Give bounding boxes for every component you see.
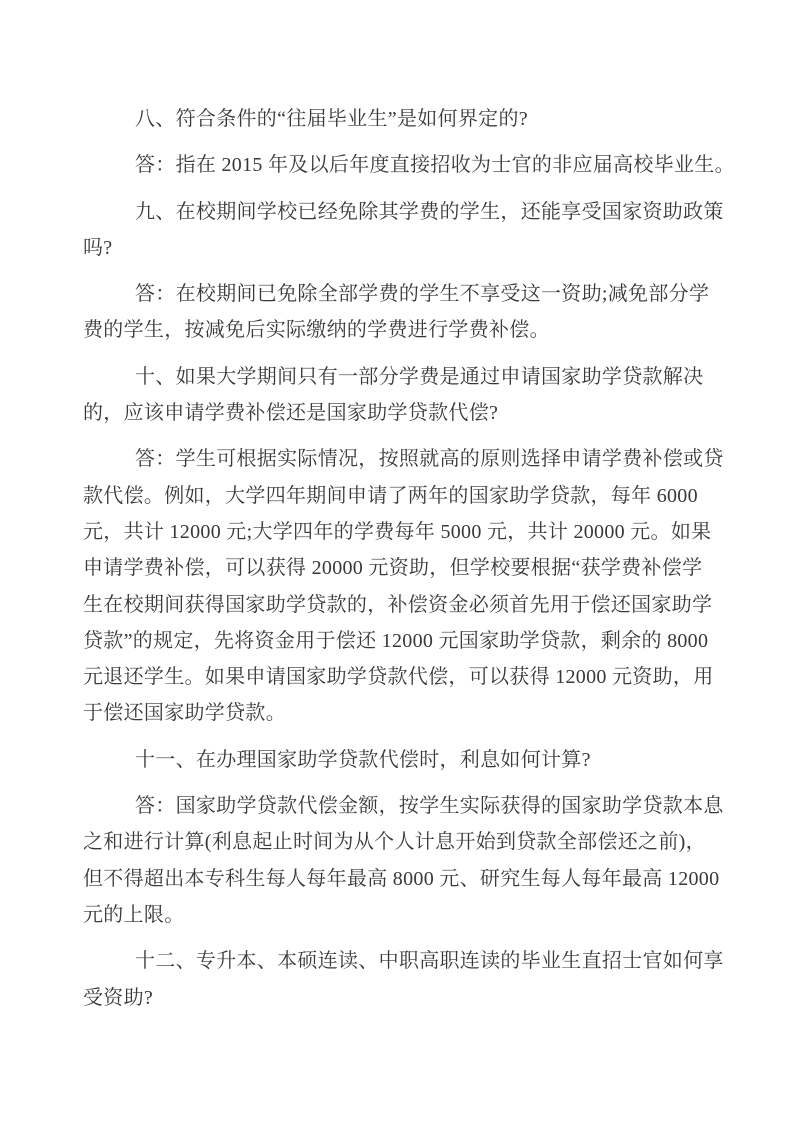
text-line: 吗?: [83, 236, 113, 259]
text-line: 受资助?: [83, 986, 154, 1009]
question-paragraph: [83, 101, 697, 137]
text-line: 于偿还国家助学贷款。: [83, 702, 286, 725]
document-body: [83, 101, 735, 1026]
text-line: 九、在校期间学校已经免除其学费的学生，还能享受国家资助政策: [135, 200, 724, 223]
answer-paragraph: [83, 788, 724, 933]
text-line: 元的上限。: [83, 903, 185, 926]
text-line: 之和进行计算(利息起止时间为从个人计息开始到贷款全部偿还之前)，: [83, 831, 706, 854]
text-line: 申请学费补偿，可以获得 20000 元资助，但学校要根据“获学费补偿学: [83, 557, 703, 580]
text-line: 十一、在办理国家助学贷款代偿时，利息如何计算?: [135, 748, 591, 771]
question-paragraph: [83, 943, 724, 1016]
question-paragraph: [83, 359, 704, 432]
text-line: 但不得超出本专科生每人每年最高 8000 元、研究生每人每年最高 12000: [83, 867, 720, 890]
answer-paragraph: [83, 441, 724, 731]
text-line: 元，共计 12000 元;大学四年的学费每年 5000 元，共计 20000 元。如果: [83, 520, 712, 543]
answer-paragraph: [83, 147, 735, 183]
text-line: 的，应该申请学费补偿还是国家助学贷款代偿?: [83, 402, 499, 425]
text-line: 十、如果大学期间只有一部分学费是通过申请国家助学贷款解决: [135, 365, 704, 388]
question-paragraph: [83, 194, 724, 267]
text-line: 答：学生可根据实际情况，按照就高的原则选择申请学费补偿或贷: [135, 448, 724, 471]
text-line: 答：国家助学贷款代偿金额，按学生实际获得的国家助学贷款本息: [135, 795, 724, 818]
text-line: 答：在校期间已免除全部学费的学生不享受这一资助;减免部分学: [135, 283, 710, 306]
answer-paragraph: [83, 276, 710, 349]
text-line: 生在校期间获得国家助学贷款的，补偿资金必须首先用于偿还国家助学: [83, 593, 713, 616]
question-paragraph: [83, 742, 697, 778]
text-line: 元退还学生。如果申请国家助学贷款代偿，可以获得 12000 元资助，用: [83, 666, 714, 689]
text-line: 贷款”的规定，先将资金用于偿还 12000 元国家助学贷款，剩余的 8000: [83, 629, 709, 652]
text-line: 款代偿。例如，大学四年期间申请了两年的国家助学贷款，每年 6000: [83, 484, 698, 507]
text-line: 费的学生，按减免后实际缴纳的学费进行学费补偿。: [83, 319, 550, 342]
text-line: 十二、专升本、本硕连读、中职高职连读的毕业生直招士官如何享: [135, 950, 724, 973]
text-line: 八、符合条件的“往届毕业生”是如何界定的?: [135, 108, 528, 130]
text-line: 答：指在 2015 年及以后年度直接招收为士官的非应届高校毕业生。: [135, 154, 735, 177]
